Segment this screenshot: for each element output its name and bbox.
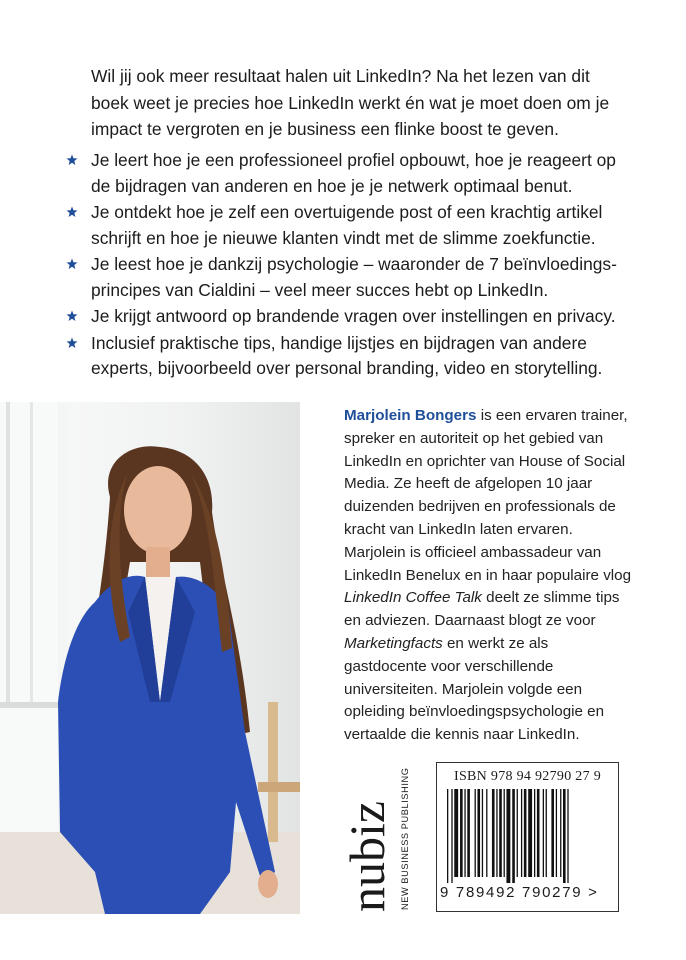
- bio-text: deelt ze slimme tips en adviezen. Daarnaast blogt ze voor: [344, 589, 620, 630]
- barcode-bar: [486, 789, 487, 877]
- barcode-bar: [447, 789, 448, 883]
- star-icon: [66, 258, 78, 270]
- list-item-text: Je leest hoe je dankzij psychologie – waaronder de 7 beïnvloedings-principes van Cialdini – veel meer succes hebt op LinkedIn.: [91, 254, 617, 300]
- bio-text: is een ervaren trainer, spreker en autoriteit op het gebied van LinkedIn en oprichter van House of Social Media. Ze heeft de afgelopen 10 jaar duizenden bedrijven en professionals de kracht van LinkedIn laten ervaren. Marjolein is officieel ambassadeur van LinkedIn Benelux en in haar populaire vlog: [344, 407, 632, 584]
- barcode-bar: [567, 789, 568, 883]
- barcode-bar: [496, 789, 497, 877]
- ean-digits: 9 789492 790279 >: [440, 884, 599, 901]
- list-item-text: Inclusief praktische tips, handige lijstjes en bijdragen van andere experts, bijvoorbeeld over personal branding, video en storytelling.: [91, 332, 603, 378]
- barcode-bar: [528, 789, 532, 877]
- star-icon: [66, 154, 78, 166]
- barcode-bar: [551, 789, 554, 877]
- list-item: [66, 252, 626, 303]
- barcode-bar: [475, 789, 476, 877]
- author-portrait-illustration: [0, 402, 300, 914]
- list-item: [66, 200, 626, 251]
- barcode-bar: [563, 789, 566, 883]
- author-name: Marjolein Bongers: [344, 407, 477, 424]
- bio-text: en werkt ze als gastdocente voor verschillende universiteiten. Marjolein volgde een opleiding beïnvloedingspsychologie en vertaalde die kennis naar LinkedIn.: [344, 634, 605, 744]
- barcode-bar: [524, 789, 527, 877]
- barcode-bar: [517, 789, 518, 877]
- barcode-bar: [560, 789, 561, 877]
- list-item: [66, 148, 626, 199]
- barcode-bar: [504, 789, 505, 877]
- barcode-bar: [512, 789, 515, 883]
- list-item: [66, 304, 626, 330]
- publisher-logo: [339, 760, 416, 920]
- isbn-barcode: [436, 762, 619, 912]
- barcode-bar: [546, 789, 547, 877]
- star-icon: [66, 206, 78, 218]
- list-item-text: Je leert hoe je een professioneel profiel opbouwt, hoe je reageert op de bijdragen van anderen en hoe je je netwerk optimaal benut.: [91, 150, 616, 196]
- barcode-bar: [521, 789, 522, 877]
- isbn-label: ISBN 978 94 92790 27 9: [454, 769, 601, 784]
- feature-list: [66, 148, 626, 383]
- barcode-bar: [460, 789, 463, 877]
- barcode-bar: [454, 789, 458, 877]
- star-icon: [66, 337, 78, 349]
- barcode-bar: [556, 789, 557, 877]
- list-item: [66, 331, 626, 382]
- barcode-bars: [447, 789, 609, 883]
- barcode-bar: [467, 789, 470, 877]
- barcode-bar: [534, 789, 535, 877]
- author-bio: [344, 405, 634, 747]
- list-item-text: Je krijgt antwoord op brandende vragen over instellingen en privacy.: [91, 306, 616, 326]
- list-item-text: Je ontdekt hoe je zelf een overtuigende post of een krachtig artikel schrijft en hoe je nieuwe klanten vindt met de slimme zoekfunctie.: [91, 202, 603, 248]
- barcode-bar: [492, 789, 495, 877]
- barcode-bar: [477, 789, 480, 877]
- author-photo: [0, 402, 300, 914]
- barcode-bar: [537, 789, 540, 877]
- barcode-bar: [506, 789, 510, 883]
- star-icon: [66, 310, 78, 322]
- barcode-bar: [543, 789, 544, 877]
- publisher-wordmark: nubiz: [339, 800, 395, 912]
- barcode-bar: [482, 789, 483, 877]
- publisher-tagline: NEW BUSINESS PUBLISHING: [400, 767, 410, 910]
- blog-name: Marketingfacts: [344, 634, 443, 652]
- barcode-bar: [464, 789, 465, 877]
- vlog-title: LinkedIn Coffee Talk: [344, 589, 482, 607]
- intro-paragraph: Wil jij ook meer resultaat halen uit LinkedIn? Na het lezen van dit boek weet je precies hoe LinkedIn werkt én wat je moet doen om je impact te vergroten en je business een flinke boost te geven.: [91, 66, 610, 139]
- barcode-bar: [451, 789, 452, 883]
- barcode-bar: [499, 789, 502, 877]
